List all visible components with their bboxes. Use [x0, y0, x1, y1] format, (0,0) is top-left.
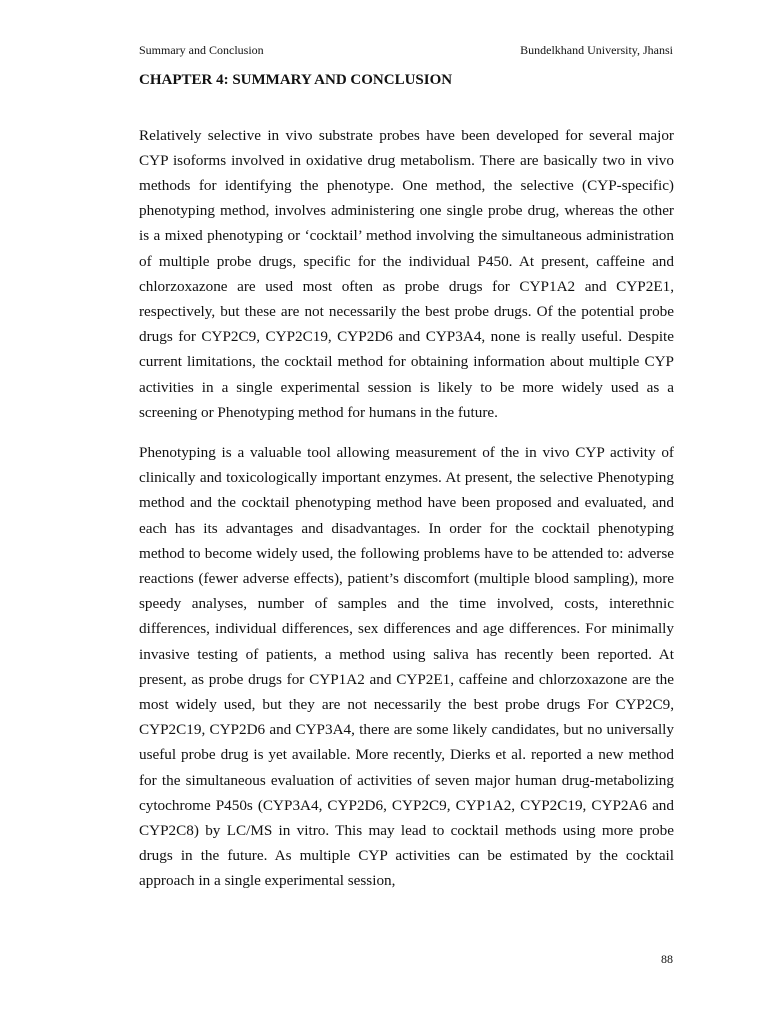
body-paragraph: Phenotyping is a valuable tool allowing measurement of the in vivo CYP activity of clinically and toxicologically important enzymes. At present, the selective Phenotyping method and the cocktail phenotyping method have been proposed and evaluated, and each has its advantages and disadvantages. In order for the cocktail phenotyping method to become widely used, the following problems have to be attended to: adverse reactions (fewer adverse effects), patient’s discomfort (multiple blood sampling), more speedy analyses, number of samples and the time involved, costs, interethnic differences, individual differences, sex differences and age differences. For minimally invasive testing of patients, a method using saliva has recently been reported. At present, as probe drugs for CYP1A2 and CYP2E1, caffeine and chlorzoxazone are the most widely used, but they are not necessarily the best probe drugs For CYP2C9, CYP2C19, CYP2D6 and CYP3A4, there are some likely candidates, but no universally useful probe drug is yet available. More recently, Dierks et al. reported a new method for the simultaneous evaluation of activities of seven major human drug-metabolizing cytochrome P450s (CYP3A4, CYP2D6, CYP2C9, CYP1A2, CYP2C19, CYP2A6 and CYP2C8) by LC/MS in vitro. This may lead to cocktail methods using more probe drugs in the future. As multiple CYP activities can be estimated by the cocktail approach in a single experimental session, [139, 444, 674, 890]
chapter-title: CHAPTER 4: SUMMARY AND CONCLUSION [139, 72, 453, 88]
page-number: 88 [661, 952, 673, 966]
body-paragraph: Relatively selective in vivo substrate probes have been developed for several major CYP isoforms involved in oxidative drug metabolism. There are basically two in vivo methods for identifying the phenotype. One method, the selective (CYP-specific) phenotyping method, involves administering one single probe drug, whereas the other is a mixed phenotyping or ‘cocktail’ method involving the simultaneous administration of multiple probe drugs, specific for the individual P450. At present, caffeine and chlorzoxazone are used most often as probe drugs for CYP1A2 and CYP2E1, respectively, but these are not necessarily the best probe drugs. Of the potential probe drugs for CYP2C9, CYP2C19, CYP2D6 and CYP3A4, none is really useful. Despite current limitations, the cocktail method for obtaining information about multiple CYP activities in a single experimental session is likely to be more widely used as a screening or Phenotyping method for humans in the future. [139, 126, 674, 421]
running-header-right: Bundelkhand University, Jhansi [520, 43, 673, 57]
running-header-left: Summary and Conclusion [139, 43, 264, 57]
